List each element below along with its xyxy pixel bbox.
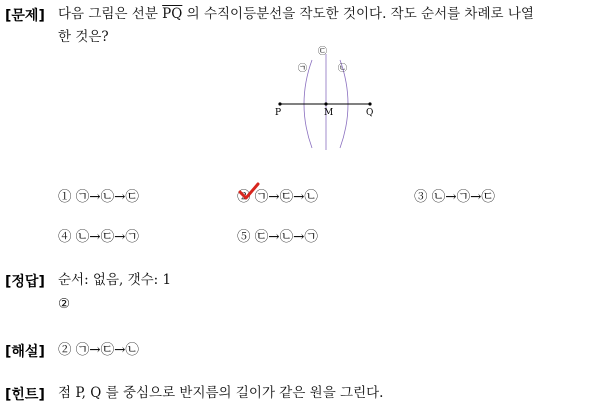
problem-text-line-2: 한 것은? xyxy=(58,29,109,45)
label-p: P xyxy=(275,108,282,118)
problem-tag: [문제] xyxy=(5,8,45,24)
option-number: ⑤ xyxy=(237,229,251,245)
point-p xyxy=(278,102,281,105)
option-1[interactable] xyxy=(58,185,139,205)
label-c: ㉢ xyxy=(318,47,328,57)
label-q: Q xyxy=(366,108,374,118)
hint-text: 점 P, Q 를 중심으로 반지름의 길이가 같은 원을 그린다. xyxy=(58,385,384,401)
answer-value: ② xyxy=(58,296,71,312)
option-3[interactable] xyxy=(414,185,495,205)
option-4[interactable] xyxy=(58,225,139,245)
option-sequence: ㉠→㉡→㉢ xyxy=(75,189,139,205)
label-a: ㉠ xyxy=(298,64,308,74)
label-m: M xyxy=(324,108,334,118)
problem-text-suffix: 의 수직이등분선을 작도한 것이다. 작도 순서를 차례로 나열 xyxy=(182,6,534,22)
option-5[interactable] xyxy=(237,225,318,245)
option-number: ① xyxy=(58,189,72,205)
label-b: ㉡ xyxy=(338,64,348,74)
option-number: ④ xyxy=(58,229,72,245)
answer-meta: 순서: 없음, 갯수: 1 xyxy=(58,272,172,288)
answer-tag: [정답] xyxy=(5,274,45,290)
point-m xyxy=(324,102,327,105)
checkmark-icon xyxy=(238,182,260,202)
perpendicular-bisector-figure xyxy=(270,40,380,152)
problem-text-line-1 xyxy=(58,4,534,24)
point-q xyxy=(368,102,371,105)
explanation-text: ② ㉠→㉢→㉡ xyxy=(58,342,139,358)
problem-text-prefix: 다음 그림은 선분 xyxy=(58,6,163,22)
segment-pq: $\overline{PQ}$ xyxy=(162,6,183,22)
option-number: ② xyxy=(237,189,251,205)
hint-tag: [힌트] xyxy=(5,387,45,403)
option-sequence: ㉡→㉢→㉠ xyxy=(75,229,139,245)
option-sequence: ㉠→㉢→㉡ xyxy=(254,189,318,205)
option-sequence: ㉢→㉡→㉠ xyxy=(254,229,318,245)
option-sequence: ㉡→㉠→㉢ xyxy=(431,189,495,205)
explanation-tag: [해설] xyxy=(5,344,45,360)
option-number: ③ xyxy=(414,189,428,205)
